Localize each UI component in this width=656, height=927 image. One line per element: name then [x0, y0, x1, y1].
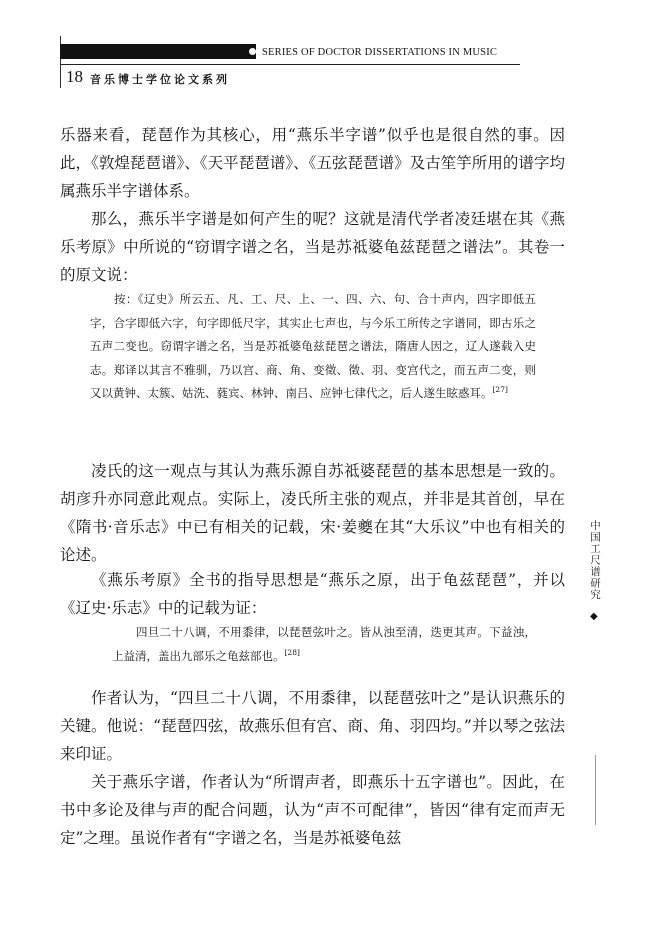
- paragraph-3: [60, 457, 565, 569]
- header-rule: [60, 64, 520, 65]
- series-title-chinese: 音乐博士学位论文系列: [90, 73, 230, 86]
- paragraph-1-text: 乐器来看，琵琶作为其核心，用“燕乐半字谱”似乎也是很自然的事。因此，《敦煌琵琶谱》、《天平琵琶谱》、《五弦琵琶谱》及古笙竽所用的谱字均属燕乐半字谱体系。: [60, 126, 565, 200]
- paragraph-5-text: 作者认为，“四旦二十八调，不用黍律，以琵琶弦叶之”是认识燕乐的关键。他说：“琵琶四弦，故燕乐但有宫、商、角、羽四均。”并以琴之弦法来印证。: [60, 689, 565, 763]
- paragraph-6: [60, 768, 565, 852]
- header-dot: [249, 48, 256, 55]
- paragraph-4: [60, 566, 565, 622]
- paragraph-1: [60, 121, 565, 205]
- block-quote-1: [90, 288, 536, 406]
- block-quote-2: [112, 620, 536, 668]
- header-bar: [60, 44, 256, 59]
- block-quote-2-body: [112, 620, 536, 668]
- series-title-english: SERIES OF DOCTOR DISSERTATIONS IN MUSIC: [262, 47, 498, 58]
- block-quote-2-text: 四旦二十八调，不用黍律，以琵琶弦叶之。皆从浊至清，迭更其声。下益浊，上益清，盖出九部乐之龟兹部也。: [112, 625, 536, 663]
- page-edge-line: [595, 755, 596, 825]
- paragraph-5: [60, 684, 565, 768]
- page-number: 18: [66, 67, 83, 86]
- side-running-title: 中国工尺谱研究: [589, 520, 601, 601]
- paragraph-4-text: 《燕乐考原》全书的指导思想是“燕乐之原，出于龟兹琵琶”，并以《辽史·乐志》中的记载为证：: [60, 571, 565, 617]
- paragraph-2-text: 那么，燕乐半字谱是如何产生的呢？这就是清代学者凌廷堪在其《燕乐考原》中所说的“窃谓字谱之名，当是苏祗婆龟兹琵琶之谱法”。其卷一的原文说：: [60, 210, 565, 284]
- paragraph-3-text: 凌氏的这一观点与其认为燕乐源自苏祗婆琵琶的基本思想是一致的。胡彦升亦同意此观点。实际上，凌氏所主张的观点，并非是其首创，早在《隋书·音乐志》中已有相关的记载，宋·姜夔在其“大乐议”中也有相关的论述。: [60, 462, 565, 564]
- block-quote-1-body: [90, 288, 536, 406]
- diamond-icon: ◆: [590, 611, 598, 622]
- paragraph-2: [60, 205, 565, 289]
- paragraph-6-text: 关于燕乐字谱，作者认为“所谓声者，即燕乐十五字谱也”。因此，在书中多论及律与声的配合问题，认为“声不可配律”，皆因“律有定而声无定”之理。虽说作者有“字谱之名，当是苏祗婆龟兹: [60, 773, 565, 847]
- block-quote-1-text: 按：《辽史》所云五、凡、工、尺、上、一、四、六、句、合十声内，四字即低五字，合字即低六字，句字即低尺字，其实止七声也，与今乐工所传之字谱同，即古乐之五声二变也。窃谓字谱之名，当是苏祗婆龟兹琵琶之谱法，隋唐人因之，辽人遂载入史志。郑译以其言不雅驯，乃以宫、商、角、变徵、徵、羽、变宫代之，而五声二变，则又以黄钟、太簇、姑洗、蕤宾、林钟、南吕、应钟七律代之，后人遂生眩惑耳。: [90, 292, 536, 400]
- citation-27: [27]: [492, 385, 508, 395]
- citation-28: [28]: [284, 648, 300, 658]
